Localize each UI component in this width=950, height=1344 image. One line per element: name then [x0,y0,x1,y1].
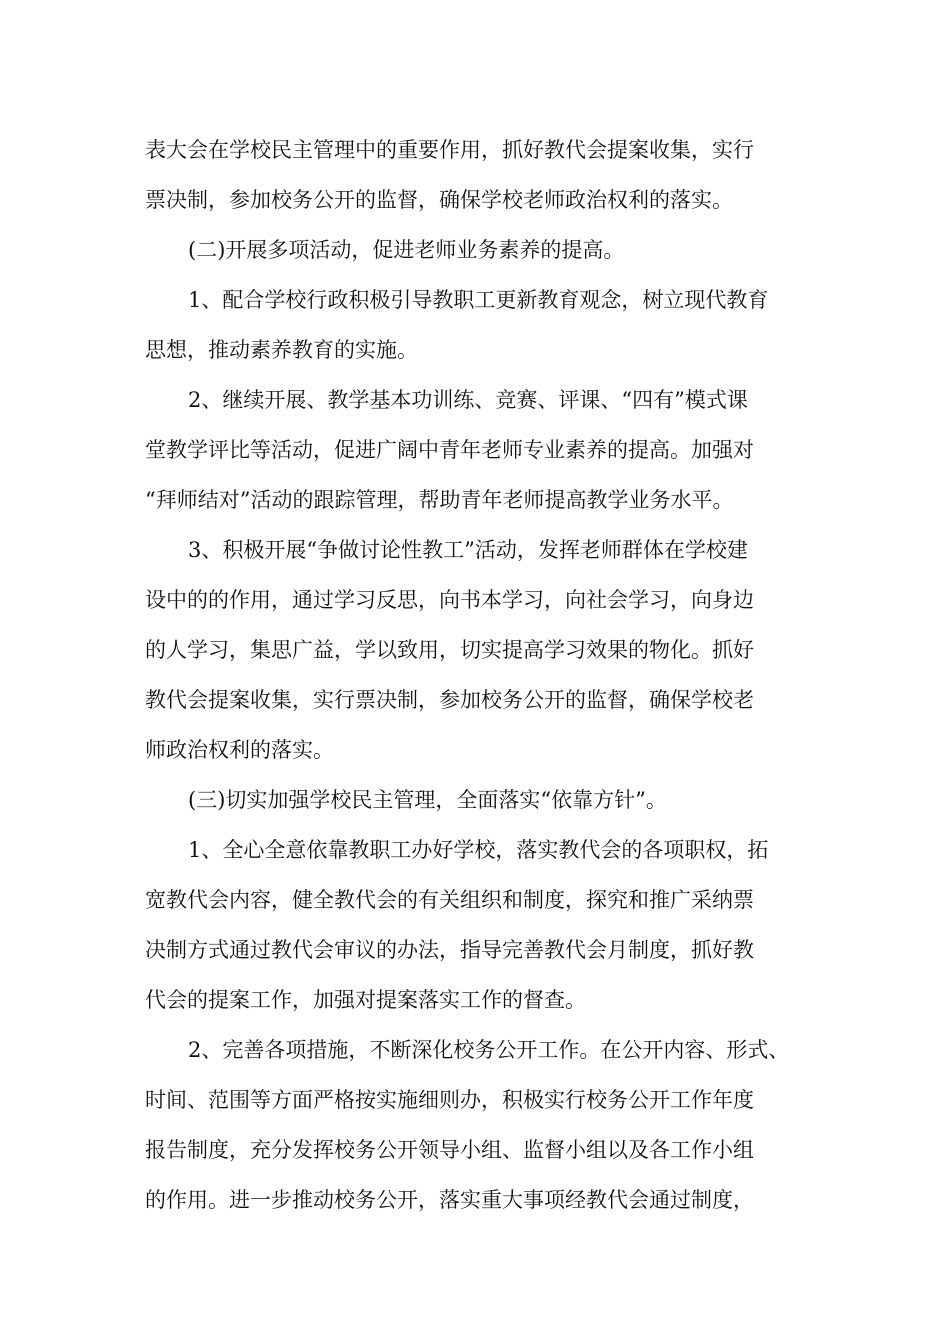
text-line: 时间、范围等方面严格按实施细则办，积极实行校务公开工作年度 [145,1088,754,1112]
section-heading: (二)开展多项活动，促进老师业务素养的提高。 [188,238,625,262]
text-line: 代会的提案工作，加强对提案落实工作的督查。 [145,988,586,1012]
text-line: 3、积极开展“争做讨论性教工”活动，发挥老师群体在学校建 [188,538,748,562]
text-line: 票决制，参加校务公开的监督，确保学校老师政治权利的落实。 [145,188,733,212]
text-line: 1、全心全意依靠教职工办好学校，落实教代会的各项职权，拓 [188,838,769,862]
text-line: 2、继续开展、教学基本功训练、竞赛、评课、“四有”模式课 [188,388,748,412]
text-line: 设中的的作用，通过学习反思，向书本学习，向社会学习，向身边 [145,588,754,612]
text-line: 堂教学评比等活动，促进广阔中青年老师专业素养的提高。加强对 [145,438,754,462]
text-line: 决制方式通过教代会审议的办法，指导完善教代会月制度，抓好教 [145,938,754,962]
section-heading: (三)切实加强学校民主管理，全面落实“依靠方针”。 [188,788,667,812]
text-line: 的人学习，集思广益，学以致用，切实提高学习效果的物化。抓好 [145,638,754,662]
text-line: 表大会在学校民主管理中的重要作用，抓好教代会提案收集，实行 [145,138,754,162]
text-line: 宽教代会内容，健全教代会的有关组织和制度，探究和推广采纳票 [145,888,754,912]
text-line: 的作用。进一步推动校务公开，落实重大事项经教代会通过制度， [145,1188,754,1212]
text-line: 师政治权利的落实。 [145,738,334,762]
text-line: “拜师结对”活动的跟踪管理，帮助青年老师提高教学业务水平。 [145,488,734,512]
text-line: 1、配合学校行政积极引导教职工更新教育观念，树立现代教育 [188,288,769,312]
text-line: 2、完善各项措施，不断深化校务公开工作。在公开内容、形式、 [188,1038,790,1062]
text-line: 教代会提案收集，实行票决制，参加校务公开的监督，确保学校老 [145,688,754,712]
text-line: 报告制度，充分发挥校务公开领导小组、监督小组以及各工作小组 [145,1138,754,1162]
text-line: 思想，推动素养教育的实施。 [145,338,418,362]
